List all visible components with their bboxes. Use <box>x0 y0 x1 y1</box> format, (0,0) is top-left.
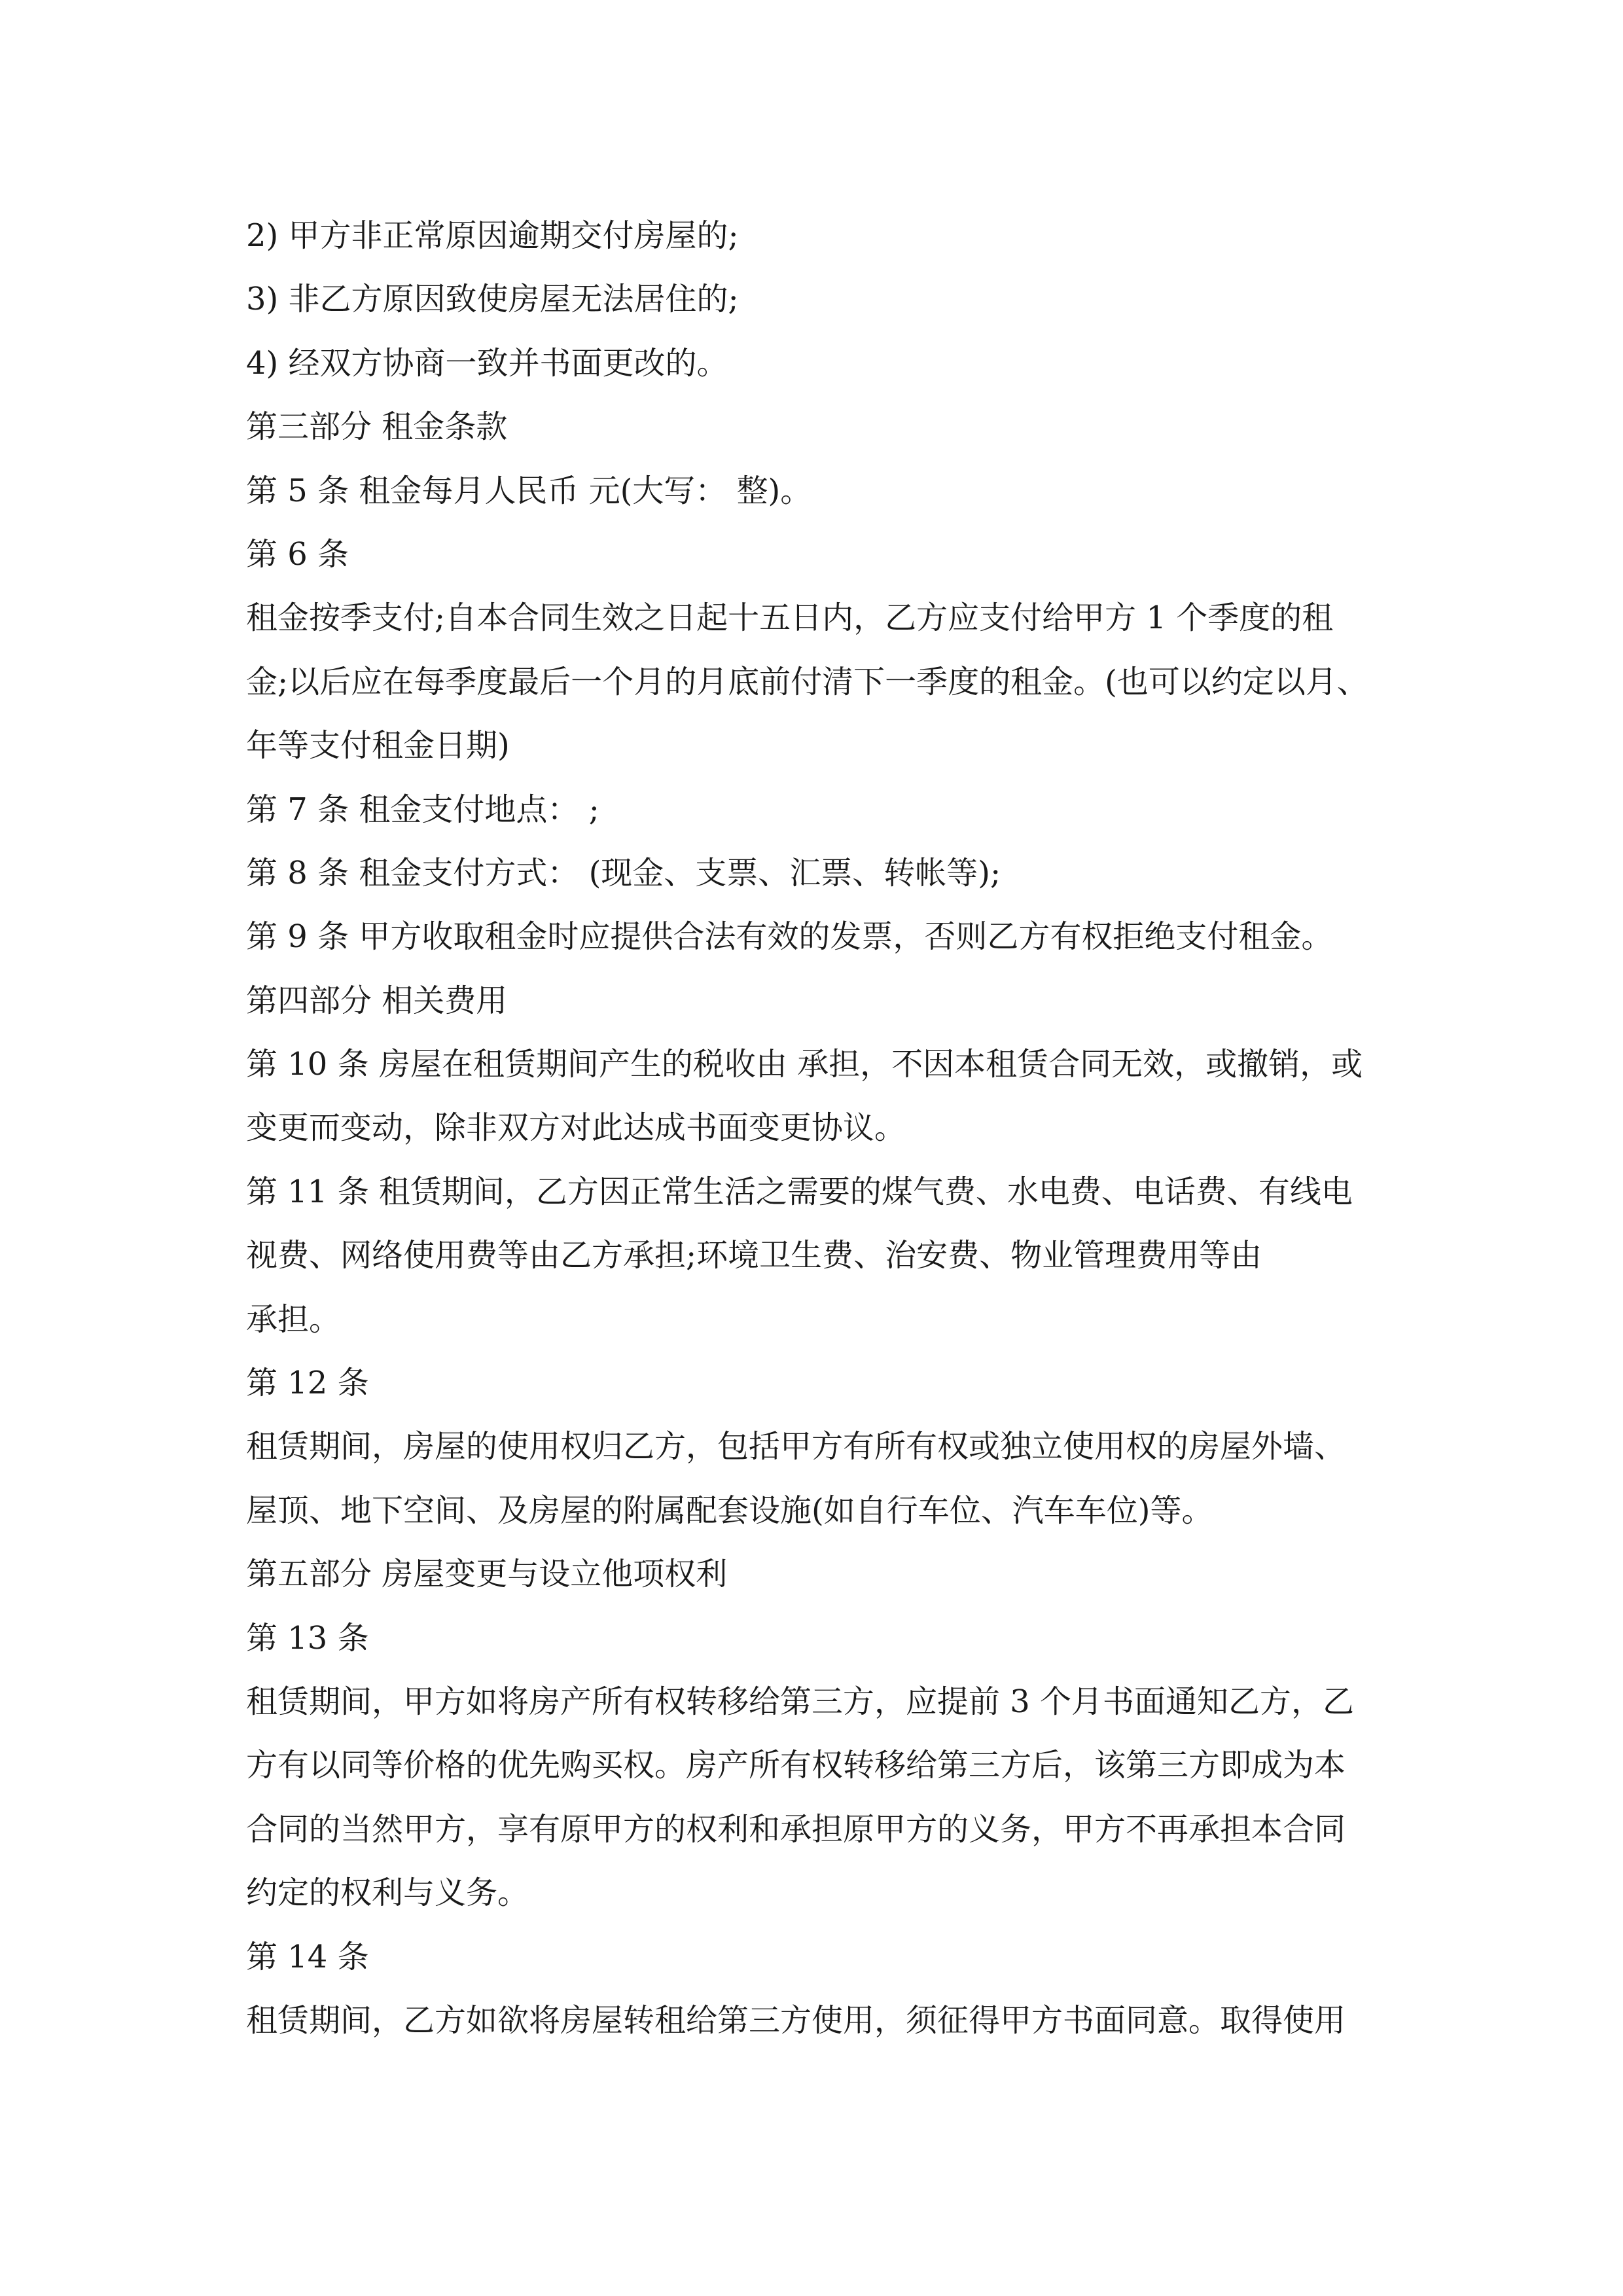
text-line: 变更而变动，除非双方对此达成书面变更协议。 <box>246 1109 906 1147</box>
text-line: 视费、网络使用费等由乙方承担;环境卫生费、治安费、物业管理费用等由 <box>246 1237 1262 1274</box>
text-line: 年等支付租金日期) <box>246 727 510 764</box>
text-line: 第 8 条 租金支付方式： (现金、支票、汇票、转帐等); <box>246 854 1001 891</box>
text-line: 第 9 条 甲方收取租金时应提供合法有效的发票，否则乙方有权拒绝支付租金。 <box>246 918 1333 956</box>
text-line: 屋顶、地下空间、及房屋的附属配套设施(如自行车位、汽车车位)等。 <box>246 1492 1213 1529</box>
article-heading: 第 12 条 <box>246 1365 369 1402</box>
text-line: 承担。 <box>246 1300 341 1338</box>
text-line: 方有以同等价格的优先购买权。房产所有权转移给第三方后，该第三方即成为本 <box>246 1747 1346 1784</box>
text-line: 第 7 条 租金支付地点： ; <box>246 791 599 828</box>
article-heading: 第 6 条 <box>246 535 349 573</box>
text-line: 3) 非乙方原因致使房屋无法居住的; <box>246 281 739 318</box>
text-line: 2) 甲方非正常原因逾期交付房屋的; <box>246 217 739 254</box>
text-line: 合同的当然甲方，享有原甲方的权利和承担原甲方的义务，甲方不再承担本合同 <box>246 1810 1346 1848</box>
document-body <box>246 204 1398 2053</box>
text-line: 金;以后应在每季度最后一个月的月底前付清下一季度的租金。(也可以约定以月、 <box>246 663 1368 700</box>
section-heading: 第四部分 相关费用 <box>246 982 508 1019</box>
text-line: 第 10 条 房屋在租赁期间产生的税收由 承担，不因本租赁合同无效，或撤销，或 <box>246 1046 1363 1083</box>
section-heading: 第三部分 租金条款 <box>246 408 508 446</box>
text-line: 租金按季支付;自本合同生效之日起十五日内，乙方应支付给甲方 1 个季度的租 <box>246 600 1334 637</box>
text-line: 约定的权利与义务。 <box>246 1874 529 1912</box>
text-line: 租赁期间，房屋的使用权归乙方，包括甲方有所有权或独立使用权的房屋外墙、 <box>246 1428 1346 1465</box>
text-line: 租赁期间，乙方如欲将房屋转租给第三方使用，须征得甲方书面同意。取得使用 <box>246 2001 1346 2039</box>
text-line: 租赁期间，甲方如将房产所有权转移给第三方，应提前 3 个月书面通知乙方，乙 <box>246 1683 1355 1720</box>
text-line: 第 11 条 租赁期间，乙方因正常生活之需要的煤气费、水电费、电话费、有线电 <box>246 1173 1353 1210</box>
section-heading: 第五部分 房屋变更与设立他项权利 <box>246 1556 728 1593</box>
text-line: 4) 经双方协商一致并书面更改的。 <box>246 344 728 382</box>
article-heading: 第 13 条 <box>246 1619 369 1657</box>
text-line: 第 5 条 租金每月人民币 元(大写： 整)。 <box>246 472 812 509</box>
article-heading: 第 14 条 <box>246 1938 369 1975</box>
